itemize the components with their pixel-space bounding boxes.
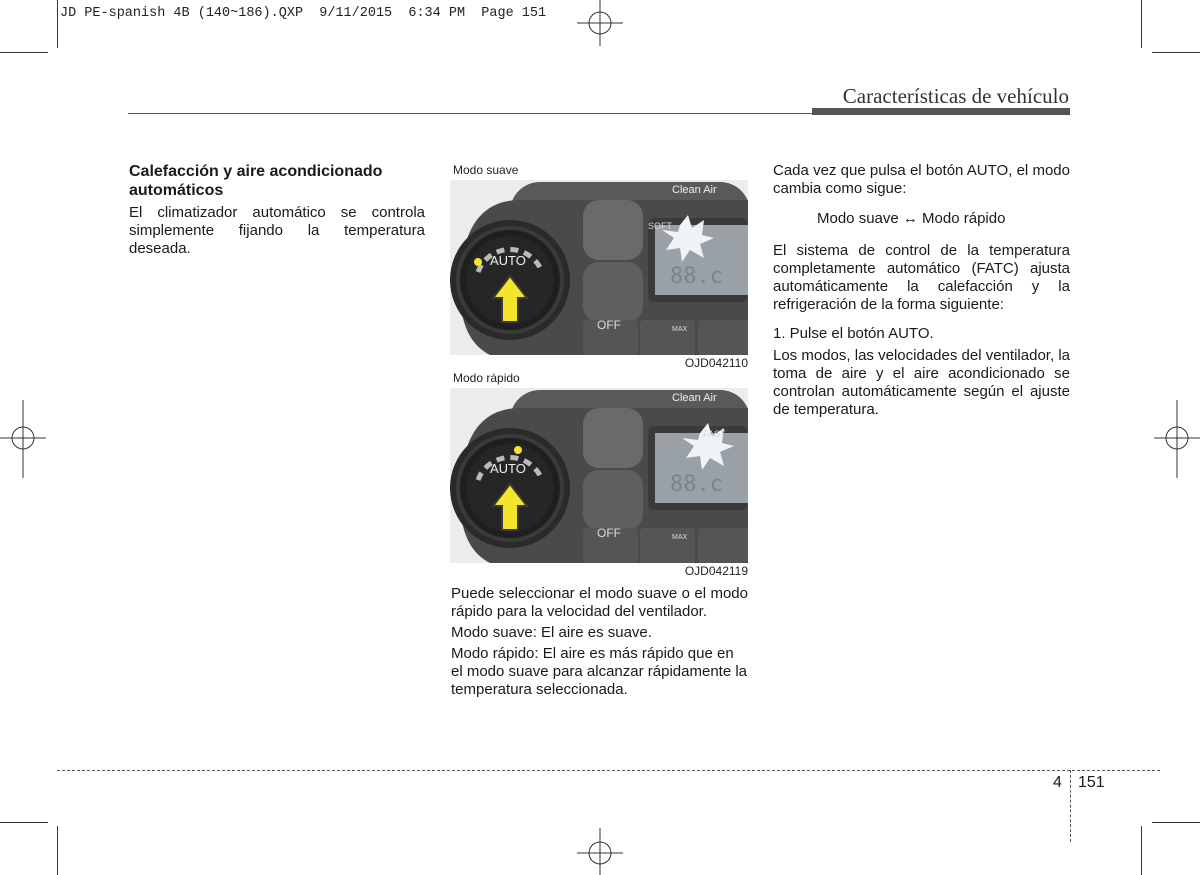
mode-cycle: Modo suave ↔ Modo rápido [817,210,1006,227]
auto-button[interactable]: AUTO [490,253,526,268]
step-item: 1. Pulse el botón AUTO. [773,325,934,342]
mode-text: SOFT [648,221,672,231]
registration-mark-right [1154,400,1200,480]
figure-label: Modo suave [453,163,519,177]
off-button[interactable]: OFF [597,526,621,540]
figure-fast-mode [450,370,748,580]
auto-button[interactable]: AUTO [490,461,526,476]
page-number: 151 [1078,774,1105,791]
right-column [773,162,1070,419]
intro-paragraph: El climatizador automático se controla simplemente fijando la temperatura deseada. [129,204,425,257]
soft-mode-description: Modo suave: El aire es suave. [451,624,652,641]
auto-control-paragraph: Los modos, las velocidades del ventilador, la toma de aire y el aire acondicionado se controlan automáticamente según el ajuste de temperatura. [773,347,1070,418]
left-column [129,162,425,258]
registration-mark-bottom [575,828,625,875]
off-button[interactable]: OFF [597,318,621,332]
svg-text:88.c: 88.c [670,472,723,497]
registration-mark-left [0,400,46,480]
figure-code: OJD042119 [684,564,748,578]
header-rule-accent [812,108,1070,115]
figure-label: Modo rápido [453,371,520,385]
auto-button-paragraph: Cada vez que pulsa el botón AUTO, el modo cambia como sigue: [773,162,1070,197]
section-title: Características de vehículo [842,84,1069,108]
figure-soft-mode [450,162,748,372]
clean-air-label: Clean Air [672,392,717,404]
middle-column [451,585,748,699]
figure-code: OJD042110 [684,356,748,370]
registration-mark-top [575,0,625,48]
defrost-max-label: MAX [672,534,688,541]
svg-text:88.c: 88.c [670,264,723,289]
defrost-max-label: MAX [672,326,688,333]
mode-text: FAST [703,429,726,439]
fast-mode-description: Modo rápido: El aire es más rápido que en el modo suave para alcanzar rápidamente la temperatura seleccionada. [451,645,748,698]
clean-air-label: Clean Air [672,184,717,196]
chapter-number: 4 [1053,774,1062,791]
print-slug: JD PE-spanish 4B (140~186).QXP 9/11/2015 6:34 PM Page 151 [60,6,547,21]
section-heading: Calefacción y aire acondicionado automáticos [129,163,383,199]
footer-rule [57,770,1160,771]
fatc-paragraph: El sistema de control de la temperatura completamente automático (FATC) ajusta automáticamente la calefacción y la refrigeración de la forma siguiente: [773,242,1070,313]
speed-selection-paragraph: Puede seleccionar el modo suave o el modo rápido para la velocidad del ventilador. [451,585,748,620]
footer-divider [1070,770,1071,842]
